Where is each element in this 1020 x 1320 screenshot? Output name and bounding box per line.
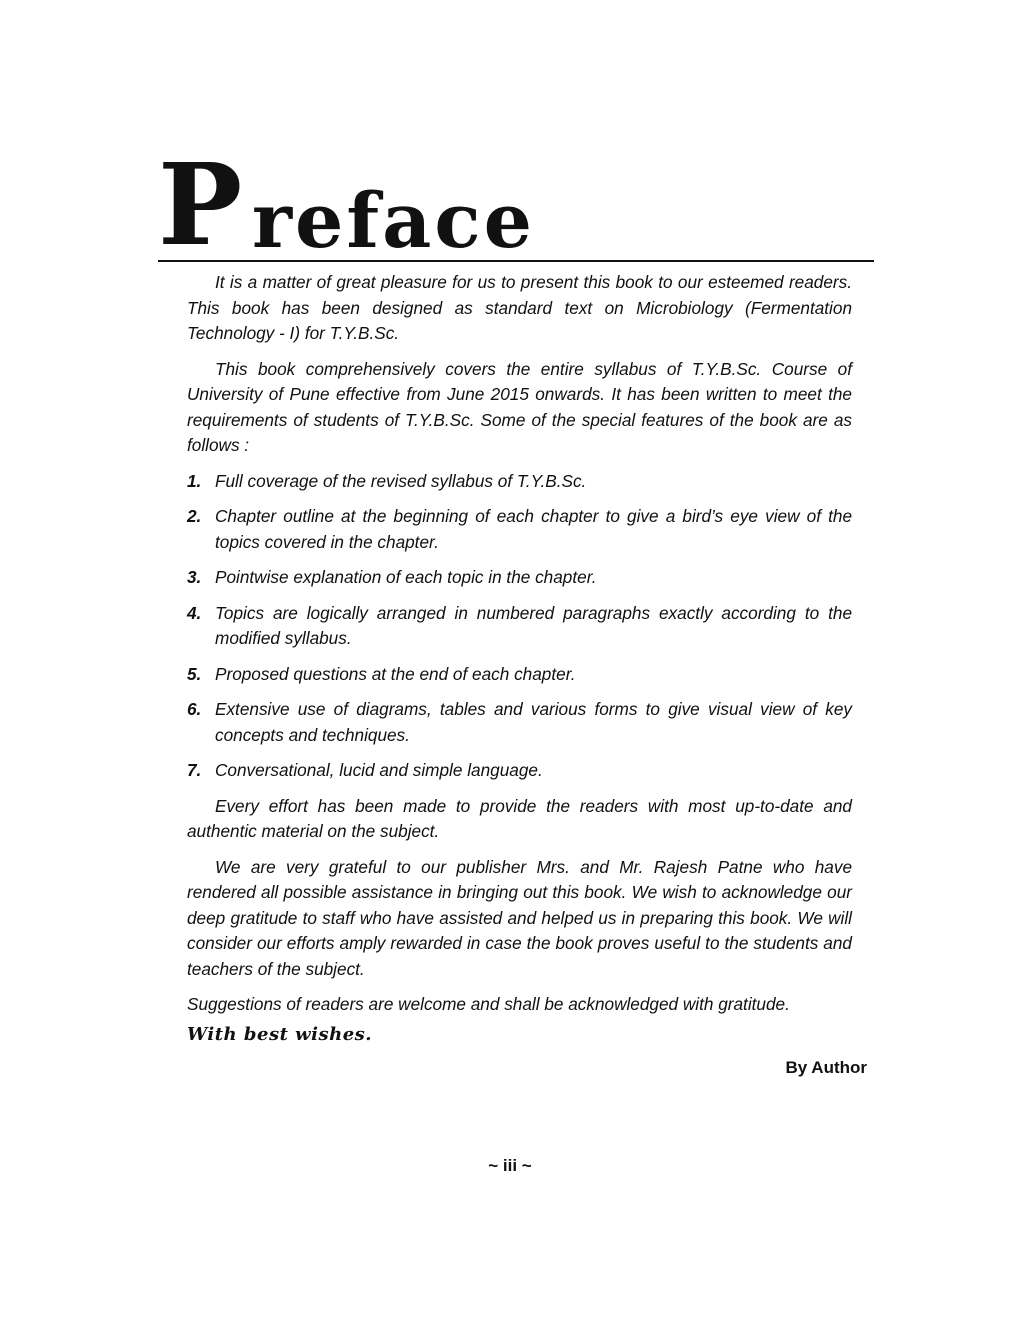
list-text: Topics are logically arranged in numbered paragraphs exactly according to the modified syllabus. <box>215 602 852 648</box>
list-item <box>187 758 852 784</box>
effort-paragraph: Every effort has been made to provide the readers with most up-to-date and authentic material on the subject. <box>187 795 852 841</box>
preface-body <box>187 270 852 1028</box>
list-number: 1. <box>187 470 202 491</box>
list-item <box>187 565 852 591</box>
list-text: Conversational, lucid and simple language. <box>215 760 543 780</box>
coverage-paragraph: This book comprehensively covers the entire syllabus of T.Y.B.Sc. Course of University of Pune effective from June 2015 onwards. It has been written to meet the requirements of students of T.Y.B.Sc. Some of the special features of the book are as follows : <box>187 358 852 455</box>
list-number: 4. <box>187 602 202 623</box>
author-byline: By Author <box>785 1058 867 1077</box>
list-text: Extensive use of diagrams, tables and various forms to give visual view of key concepts and techniques. <box>215 699 852 745</box>
list-number: 5. <box>187 663 202 684</box>
suggestions-paragraph: Suggestions of readers are welcome and shall be acknowledged with gratitude. <box>187 994 790 1014</box>
list-text: Chapter outline at the beginning of each chapter to give a bird’s eye view of the topics covered in the chapter. <box>215 506 852 552</box>
title-rest: reface <box>252 176 535 265</box>
list-item <box>187 504 852 555</box>
closing-wishes: With best wishes. <box>187 1024 373 1045</box>
list-item <box>187 601 852 652</box>
list-item <box>187 697 852 748</box>
gratitude-paragraph: We are very grateful to our publisher Mrs. and Mr. Rajesh Patne who have rendered all possible assistance in bringing out this book. We wish to acknowledge our deep gratitude to staff who have assisted and helped us in preparing this book. We will consider our efforts amply rewarded in case the book proves useful to the students and teachers of the subject. <box>187 856 852 979</box>
list-item <box>187 469 852 495</box>
intro-paragraph: It is a matter of great pleasure for us to present this book to our esteemed readers. This book has been designed as standard text on Microbiology (Fermentation Technology - I) for T.Y.B.Sc. <box>187 272 852 343</box>
list-number: 2. <box>187 506 202 526</box>
list-text: Full coverage of the revised syllabus of T.Y.B.Sc. <box>215 470 587 491</box>
list-number: 3. <box>187 567 202 587</box>
list-item <box>187 662 852 688</box>
list-number: 6. <box>187 699 202 719</box>
list-text: Pointwise explanation of each topic in the chapter. <box>215 567 597 587</box>
features-list <box>187 469 852 784</box>
list-number: 7. <box>187 760 202 780</box>
page-number: ~ iii ~ <box>488 1156 532 1175</box>
list-text: Proposed questions at the end of each chapter. <box>215 663 576 684</box>
page-title <box>158 140 874 271</box>
title-initial: P <box>158 140 241 271</box>
